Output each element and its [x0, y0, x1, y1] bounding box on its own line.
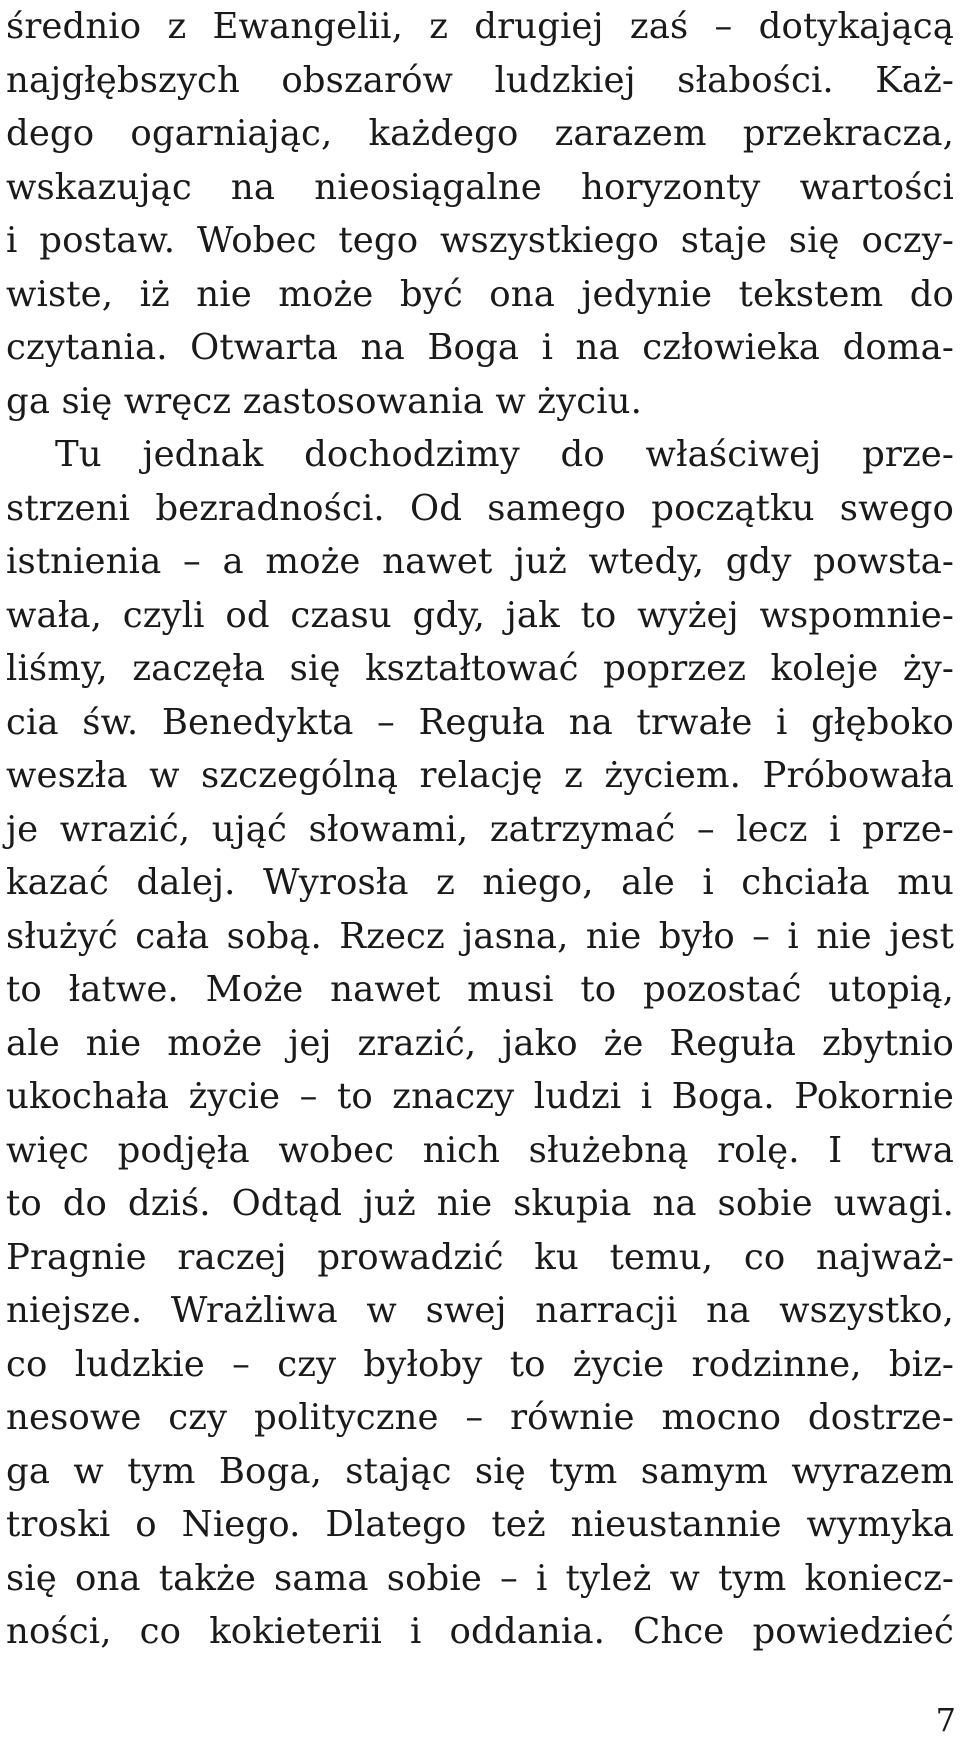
text-line: nesowe czy polityczne – równie mocno dostrze-: [6, 1397, 954, 1438]
text-line: ności, co kokieterii i oddania. Chce powiedzieć: [6, 1611, 954, 1652]
text-line: się ona także sama sobie – i tyleż w tym koniecz-: [6, 1557, 954, 1599]
text-line: troski o Niego. Dlatego też nieustannie wymyka: [6, 1504, 954, 1545]
text-line: to do dziś. Odtąd już nie skupia na sobie uwagi.: [6, 1183, 954, 1224]
paragraph-start-line: Tu jednak dochodzimy do właściwej prze-: [55, 434, 954, 475]
body-text: [6, 0, 954, 1659]
text-line: niejsze. Wrażliwa w swej narracji na wszystko,: [6, 1290, 954, 1331]
text-line: Pragnie raczej prowadzić ku temu, co najważ-: [6, 1236, 954, 1278]
text-line: co ludzkie – czy byłoby to życie rodzinne, biz-: [6, 1343, 954, 1385]
text-line: kazać dalej. Wyrosła z niego, ale i chciała mu: [6, 862, 954, 903]
text-line: ale nie może jej zrazić, jako że Reguła zbytnio: [6, 1022, 954, 1064]
text-line: weszła w szczególną relację z życiem. Próbowała: [6, 755, 954, 796]
text-line: istnienia – a może nawet już wtedy, gdy powsta-: [6, 541, 954, 582]
text-line: liśmy, zaczęła się kształtować poprzez koleje ży-: [6, 648, 954, 689]
text-line: więc podjęła wobec nich służebną rolę. I trwa: [6, 1129, 954, 1171]
text-line: to łatwe. Może nawet musi to pozostać utopią,: [6, 969, 954, 1010]
text-line: wskazując na nieosiągalne horyzonty wartości: [6, 166, 954, 208]
text-line: czytania. Otwarta na Boga i na człowieka doma-: [6, 327, 954, 368]
text-line: dego ogarniając, każdego zarazem przekracza,: [6, 113, 954, 154]
text-line: strzeni bezradności. Od samego początku swego: [6, 487, 954, 529]
text-line: ukochała życie – to znaczy ludzi i Boga. Pokornie: [6, 1076, 954, 1117]
text-line: wała, czyli od czasu gdy, jak to wyżej wspomnie-: [6, 594, 954, 636]
text-line: ga w tym Boga, stając się tym samym wyrazem: [6, 1450, 954, 1492]
paragraph-end-line: ga się wręcz zastosowania w życiu.: [6, 380, 643, 422]
text-line: służyć cała sobą. Rzecz jasna, nie było – i nie jest: [6, 915, 954, 957]
text-line: najgłębszych obszarów ludzkiej słabości. Każ-: [6, 59, 954, 101]
text-line: cia św. Benedykta – Reguła na trwałe i głęboko: [6, 701, 954, 743]
text-line: wiste, iż nie może być ona jedynie tekstem do: [6, 273, 954, 315]
text-line: i postaw. Wobec tego wszystkiego staje się oczy-: [6, 220, 954, 261]
text-line: je wrazić, ująć słowami, zatrzymać – lecz i prze-: [6, 808, 954, 850]
page-number: 7: [935, 1701, 956, 1739]
text-line: średnio z Ewangelii, z drugiej zaś – dotykającą: [6, 6, 954, 47]
